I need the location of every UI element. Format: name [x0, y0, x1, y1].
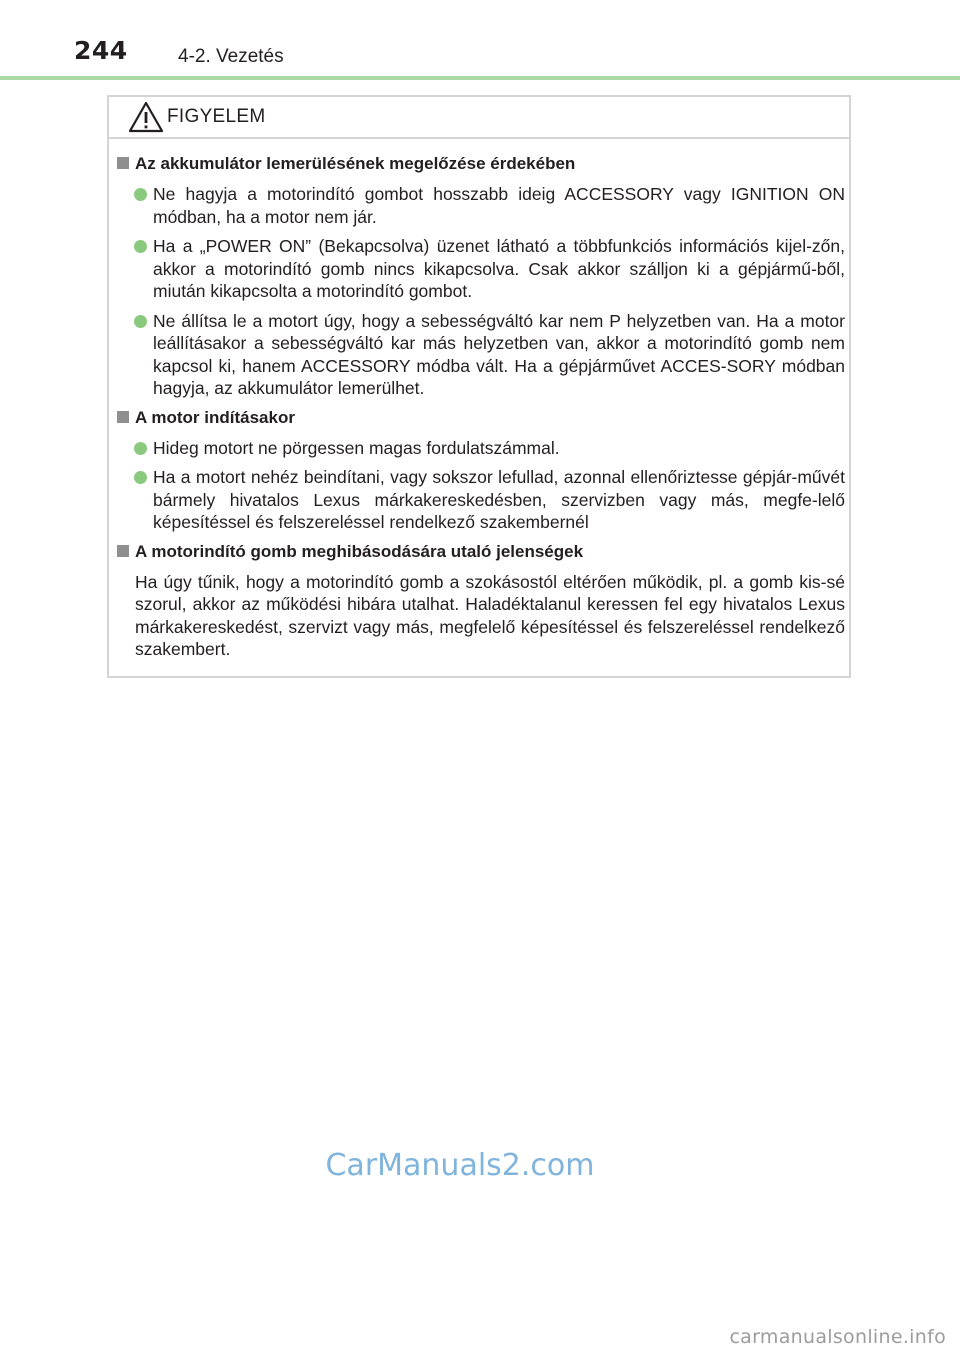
square-bullet-icon: [117, 411, 129, 423]
bullet-item: [117, 310, 845, 400]
bullet-text: Ne állítsa le a motort úgy, hogy a sebességváltó kar nem P helyzetben van. Ha a motor leállításakor a sebességváltó kar más helyzetben van, akkor a motorindító gomb nem kapcsol ki, hanem ACCESSORY módba vált. Ha a gépjárművet ACCES-SORY módban hagyja, az akkumulátor lemerülhet.: [153, 310, 845, 398]
footer-watermark: carmanualsonline.info: [729, 1326, 946, 1348]
topic-heading: [117, 153, 845, 175]
topic-heading: [117, 541, 845, 563]
bullet-dot-icon: [134, 240, 147, 253]
warning-box: [107, 95, 851, 678]
bullet-item: [117, 183, 845, 228]
bullet-dot-icon: [134, 315, 147, 328]
square-bullet-icon: [117, 545, 129, 557]
warning-content: [117, 153, 845, 661]
warning-header: [109, 97, 849, 139]
watermark: CarManuals2.com: [325, 1148, 595, 1183]
topic-heading: [117, 407, 845, 429]
bullet-dot-icon: [134, 471, 147, 484]
warning-triangle-icon: [128, 101, 164, 133]
topic-title: Az akkumulátor lemerülésének megelőzése érdekében: [135, 154, 576, 173]
bullet-item: [117, 466, 845, 534]
bullet-text: Ne hagyja a motorindító gombot hosszabb ideig ACCESSORY vagy IGNITION ON módban, ha a motor nem jár.: [153, 184, 845, 227]
bullet-item: [117, 437, 845, 460]
header-rule: [0, 76, 960, 80]
section-title: 4-2. Vezetés: [178, 46, 284, 67]
topic-paragraph: Ha úgy tűnik, hogy a motorindító gomb a szokásostól eltérően működik, pl. a gomb kis-sé szorul, akkor az működési hibára utalhat. Haladéktalanul keressen fel egy hivatalos Lexus márkakereskedést, szervizt vagy más, megfelelő képesítéssel és felszereléssel rendelkező szakembert.: [135, 571, 845, 659]
page-header: [0, 0, 960, 80]
bullet-dot-icon: [134, 442, 147, 455]
bullet-dot-icon: [134, 188, 147, 201]
bullet-text: Ha a „POWER ON” (Bekapcsolva) üzenet látható a többfunkciós információs kijel-zőn, akkor a motorindító gomb nincs kikapcsolva. Csak akkor szálljon ki a gépjármű-ből, miután kikapcsolta a motorindító gombot.: [153, 236, 845, 301]
topic-title: A motorindító gomb meghibásodására utaló jelenségek: [135, 541, 584, 561]
bullet-text: Hideg motort ne pörgessen magas fordulatszámmal.: [153, 437, 560, 458]
topic-title: A motor indításakor: [135, 407, 295, 427]
warning-label: FIGYELEM: [167, 106, 266, 127]
square-bullet-icon: [117, 157, 129, 169]
bullet-item: [117, 235, 845, 303]
page-number: 244: [74, 36, 128, 65]
bullet-text: Ha a motort nehéz beindítani, vagy sokszor lefullad, azonnal ellenőriztesse gépjár-művét bármely hivatalos Lexus márkakereskedésben, szervizben vagy más, megfe-lelő képesítéssel és felszereléssel rendelkező szakembernél: [153, 467, 845, 532]
